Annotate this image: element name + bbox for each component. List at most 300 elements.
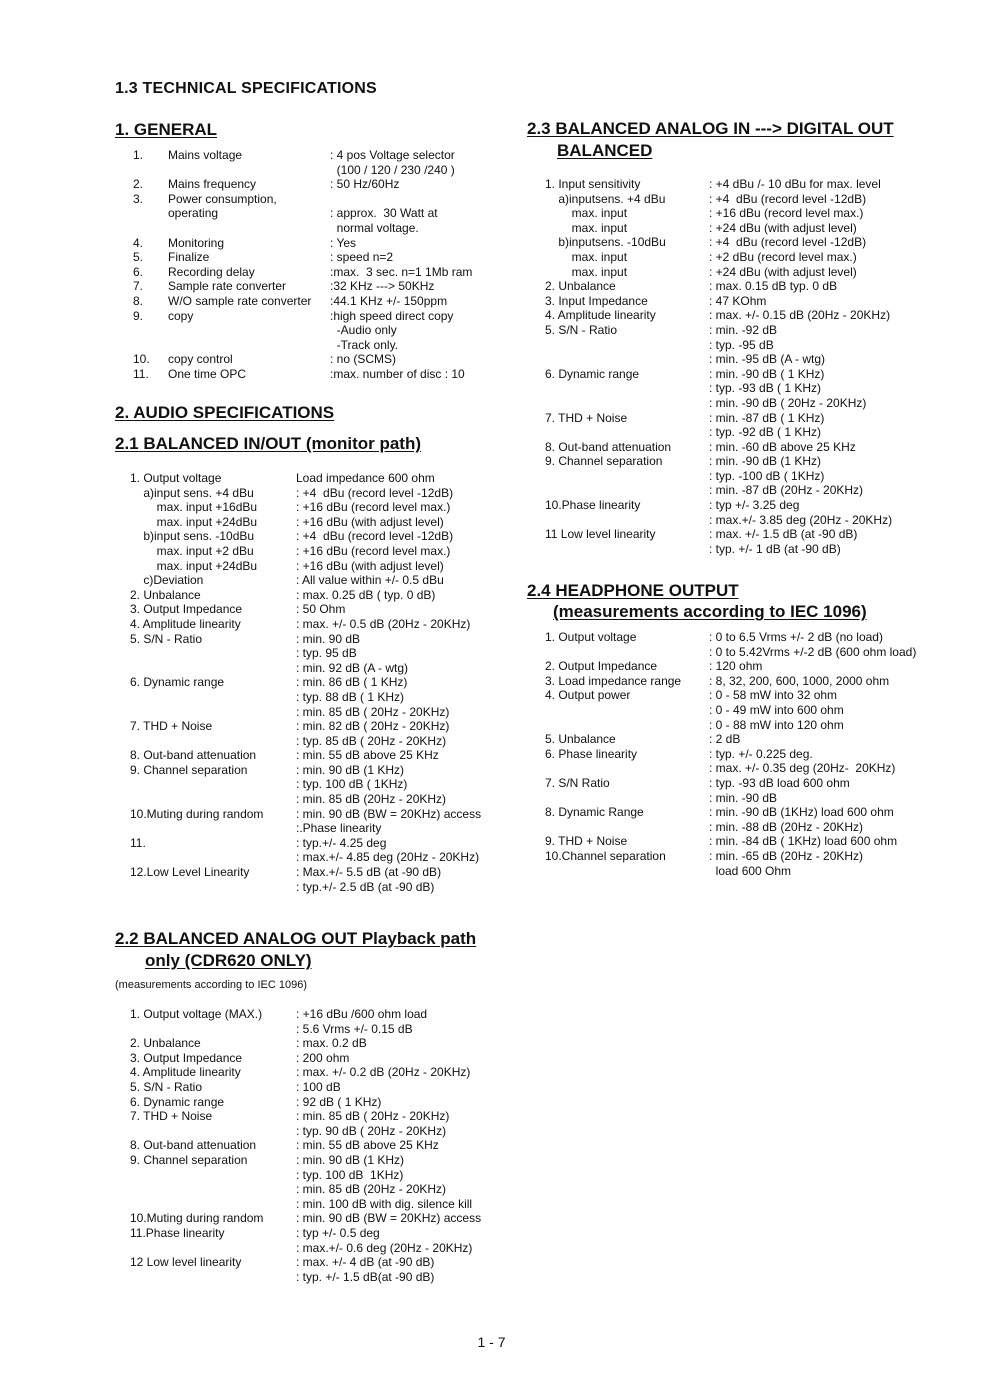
section-number: 1. bbox=[115, 120, 130, 139]
spec-row bbox=[130, 763, 481, 778]
spec-label: 2. Unbalance bbox=[130, 1036, 201, 1051]
spec-value: : +16 dBu (with adjust level) bbox=[296, 558, 444, 573]
spec-row bbox=[130, 1138, 481, 1153]
spec-row bbox=[133, 367, 472, 382]
spec-value: : 0 - 49 mW into 600 ohm bbox=[709, 702, 844, 717]
spec-value: : +4 dBu (record level -12dB) bbox=[709, 235, 867, 250]
spec-label: 5. S/N - Ratio bbox=[130, 631, 203, 646]
spec-row bbox=[133, 163, 472, 178]
spec-label: Mains frequency bbox=[168, 177, 257, 192]
spec-number: 9. bbox=[133, 308, 144, 323]
spec-value: : typ. +/- 1.5 dB(at -90 dB) bbox=[296, 1269, 435, 1284]
spec-value: : +4 dBu (record level -12dB) bbox=[296, 485, 454, 500]
spec-label bbox=[168, 221, 330, 236]
spec-row bbox=[130, 1095, 481, 1110]
spec-value: : 92 dB ( 1 KHz) bbox=[296, 1094, 382, 1109]
spec-row bbox=[130, 792, 481, 807]
spec-value: : +16 dBu (with adjust level) bbox=[296, 514, 444, 529]
spec-row bbox=[130, 559, 481, 574]
section-number: 2.1 bbox=[115, 434, 139, 453]
spec-value: : typ.+/- 4.25 deg bbox=[296, 835, 387, 850]
spec-row bbox=[545, 381, 892, 396]
spec-row bbox=[130, 821, 481, 836]
spec-label bbox=[545, 483, 709, 498]
spec-value: : +4 dBu (record level -12dB) bbox=[709, 191, 867, 206]
spec-value: : max. 0.15 dB typ. 0 dB bbox=[709, 279, 838, 294]
monitor-path-spec-list bbox=[130, 471, 481, 894]
spec-row bbox=[545, 206, 892, 221]
spec-label: 12 Low level linearity bbox=[130, 1255, 242, 1270]
spec-value: :32 KHz ---> 50KHz bbox=[330, 279, 435, 294]
section-2-3-heading bbox=[527, 119, 894, 139]
section-audio-heading bbox=[115, 403, 334, 423]
spec-label: copy bbox=[168, 308, 194, 323]
spec-row bbox=[130, 1197, 481, 1212]
spec-label bbox=[130, 690, 296, 705]
spec-row bbox=[130, 1270, 481, 1285]
spec-row bbox=[130, 705, 481, 720]
spec-value: : approx. 30 Watt at bbox=[330, 206, 438, 221]
spec-row bbox=[130, 807, 481, 822]
spec-row bbox=[545, 221, 892, 236]
section-title: BALANCED bbox=[557, 141, 653, 160]
spec-label: Sample rate converter bbox=[168, 279, 287, 294]
spec-row bbox=[133, 323, 472, 338]
spec-value: : max. +/- 0.35 deg (20Hz- 20KHz) bbox=[709, 761, 896, 776]
spec-label bbox=[130, 1270, 296, 1285]
spec-row bbox=[133, 192, 472, 207]
spec-value: Load impedance 600 ohm bbox=[296, 471, 435, 485]
spec-value: : 50 Hz/60Hz bbox=[330, 177, 400, 192]
spec-value: : min. 90 dB (BW = 20KHz) access bbox=[296, 1211, 482, 1226]
spec-row bbox=[133, 294, 472, 309]
spec-number: 11. bbox=[133, 366, 149, 381]
spec-label bbox=[130, 792, 296, 807]
spec-value: : 0 - 88 mW into 120 ohm bbox=[709, 717, 844, 732]
spec-label bbox=[545, 381, 709, 396]
spec-label: Power consumption, bbox=[168, 191, 277, 206]
spec-value: : min. -60 dB above 25 KHz bbox=[709, 439, 856, 454]
spec-value: : min. 82 dB ( 20Hz - 20KHz) bbox=[296, 719, 450, 734]
spec-label: 1. Output voltage bbox=[545, 630, 637, 644]
spec-label: 1. Output voltage (MAX.) bbox=[130, 1007, 263, 1021]
spec-row bbox=[545, 411, 892, 426]
section-2-3-heading-line2 bbox=[557, 141, 652, 161]
spec-row bbox=[545, 820, 916, 835]
spec-row bbox=[130, 850, 481, 865]
spec-label: 7. THD + Noise bbox=[130, 719, 213, 734]
spec-row bbox=[133, 148, 472, 163]
spec-label: 3. Output Impedance bbox=[130, 602, 243, 617]
spec-value: : +16 dBu (record level max.) bbox=[709, 206, 864, 221]
spec-row bbox=[545, 483, 892, 498]
spec-value: : typ. +/- 0.225 deg. bbox=[709, 746, 813, 761]
spec-number bbox=[133, 221, 168, 236]
spec-number: 8. bbox=[133, 293, 144, 308]
spec-value: : min. 90 dB bbox=[296, 631, 361, 646]
spec-value: : max.+/- 4.85 deg (20Hz - 20KHz) bbox=[296, 850, 480, 865]
spec-value: : +24 dBu (with adjust level) bbox=[709, 220, 857, 235]
analog-in-spec-list bbox=[545, 177, 892, 556]
spec-label: 1. Input sensitivity bbox=[545, 177, 641, 191]
spec-value: : min. 90 dB (1 KHz) bbox=[296, 1152, 405, 1167]
spec-row bbox=[545, 498, 892, 513]
spec-row bbox=[130, 602, 481, 617]
spec-row bbox=[545, 688, 916, 703]
spec-label: copy control bbox=[168, 352, 233, 367]
spec-row bbox=[130, 1168, 481, 1183]
spec-value: : 5.6 Vrms +/- 0.15 dB bbox=[296, 1021, 413, 1036]
spec-row bbox=[133, 265, 472, 280]
section-title: HEADPHONE OUTPUT bbox=[555, 581, 739, 600]
spec-value: : 0 to 6.5 Vrms +/- 2 dB (no load) bbox=[709, 630, 883, 644]
spec-row bbox=[545, 454, 892, 469]
measurement-note: (measurements according to IEC 1096) bbox=[115, 979, 307, 991]
spec-row bbox=[545, 235, 892, 250]
spec-value: : typ. 95 dB bbox=[296, 646, 357, 661]
spec-row bbox=[130, 675, 481, 690]
spec-label: max. input +24dBu bbox=[130, 558, 258, 573]
spec-value: : min. -95 dB (A - wtg) bbox=[709, 352, 826, 367]
spec-label: max. input bbox=[545, 220, 628, 235]
spec-label bbox=[130, 850, 296, 865]
spec-label: 11 Low level linearity bbox=[545, 527, 656, 542]
spec-value: :44.1 KHz +/- 150ppm bbox=[330, 293, 448, 308]
spec-value: : min. -90 dB (1KHz) load 600 ohm bbox=[709, 805, 894, 820]
spec-label bbox=[130, 1022, 296, 1037]
spec-row bbox=[130, 880, 481, 895]
spec-row bbox=[130, 1255, 481, 1270]
spec-row bbox=[545, 323, 892, 338]
spec-label bbox=[545, 542, 709, 557]
spec-value: : 120 ohm bbox=[709, 659, 763, 674]
spec-number bbox=[133, 323, 168, 338]
spec-row bbox=[545, 864, 916, 879]
spec-row bbox=[545, 338, 892, 353]
spec-value: : min. -90 dB ( 1 KHz) bbox=[709, 366, 825, 381]
spec-label: 4. Amplitude linearity bbox=[545, 308, 656, 323]
spec-value: : min. -92 dB bbox=[709, 322, 778, 337]
page-number: 1 - 7 bbox=[477, 1334, 506, 1350]
spec-label: b)input sens. -10dBu bbox=[130, 529, 255, 544]
spec-value: (100 / 120 / 230 /240 ) bbox=[330, 162, 455, 177]
spec-row bbox=[545, 352, 892, 367]
spec-value: : min. 86 dB ( 1 KHz) bbox=[296, 675, 408, 690]
spec-row bbox=[130, 1051, 481, 1066]
section-title: AUDIO SPECIFICATIONS bbox=[133, 403, 335, 422]
spec-value: : min. -90 dB ( 20Hz - 20KHz) bbox=[709, 395, 867, 410]
spec-value: : Max.+/- 5.5 dB (at -90 dB) bbox=[296, 865, 442, 880]
spec-label: a)input sens. +4 dBu bbox=[130, 485, 254, 500]
spec-row bbox=[133, 309, 472, 324]
section-2-4-heading bbox=[527, 581, 739, 601]
spec-value: : max.+/- 0.6 deg (20Hz - 20KHz) bbox=[296, 1240, 473, 1255]
spec-row bbox=[130, 865, 481, 880]
spec-value: : typ. -93 dB ( 1 KHz) bbox=[709, 381, 822, 396]
spec-value: : min. 55 dB above 25 KHz bbox=[296, 748, 439, 763]
spec-value: : +2 dBu (record level max.) bbox=[709, 249, 857, 264]
spec-value: : 4 pos Voltage selector bbox=[330, 148, 455, 162]
spec-label bbox=[130, 777, 296, 792]
spec-label bbox=[168, 163, 330, 178]
spec-value: : min. 85 dB ( 20Hz - 20KHz) bbox=[296, 704, 450, 719]
spec-value: : typ. 100 dB ( 1KHz) bbox=[296, 777, 408, 792]
spec-label: Finalize bbox=[168, 250, 210, 265]
spec-number: 10. bbox=[133, 352, 150, 367]
spec-value: :max. 3 sec. n=1 1Mb ram bbox=[330, 264, 473, 279]
spec-row bbox=[545, 265, 892, 280]
spec-row bbox=[130, 1036, 481, 1051]
spec-value: : min. 85 dB (20Hz - 20KHz) bbox=[296, 1182, 447, 1197]
spec-label bbox=[545, 396, 709, 411]
spec-value: : no (SCMS) bbox=[330, 352, 397, 367]
spec-value: : min. -84 dB ( 1KHz) load 600 ohm bbox=[709, 834, 898, 849]
spec-value: : min. 90 dB (BW = 20KHz) access bbox=[296, 806, 482, 821]
spec-row bbox=[133, 206, 472, 221]
spec-row bbox=[545, 834, 916, 849]
spec-label bbox=[545, 820, 709, 835]
spec-label bbox=[545, 645, 709, 660]
section-general-heading bbox=[115, 120, 217, 140]
spec-row bbox=[545, 791, 916, 806]
spec-label bbox=[130, 1197, 296, 1212]
spec-label: 6. Dynamic range bbox=[545, 366, 640, 381]
spec-value: : 100 dB bbox=[296, 1079, 341, 1094]
spec-label bbox=[130, 821, 296, 836]
spec-row bbox=[130, 748, 481, 763]
spec-value: : max. +/- 0.15 dB (20Hz - 20KHz) bbox=[709, 308, 891, 323]
spec-row bbox=[545, 469, 892, 484]
spec-label: 2. Output Impedance bbox=[545, 659, 658, 674]
spec-value: : +16 dBu (record level max.) bbox=[296, 500, 451, 515]
spec-label: 2. Unbalance bbox=[545, 279, 616, 294]
spec-label: W/O sample rate converter bbox=[168, 293, 312, 308]
spec-label: Mains voltage bbox=[168, 148, 243, 162]
spec-value: : +24 dBu (with adjust level) bbox=[709, 264, 857, 279]
spec-value: : typ. -92 dB ( 1 KHz) bbox=[709, 425, 822, 440]
spec-value: -Track only. bbox=[330, 337, 399, 352]
spec-value: : All value within +/- 0.5 dBu bbox=[296, 573, 444, 588]
spec-row bbox=[133, 338, 472, 353]
spec-label: b)inputsens. -10dBu bbox=[545, 235, 666, 250]
spec-row bbox=[545, 718, 916, 733]
spec-row bbox=[130, 529, 481, 544]
section-number: 2. bbox=[115, 403, 130, 422]
spec-number: 7. bbox=[133, 279, 144, 294]
section-title-underlined: only bbox=[145, 951, 180, 970]
spec-label: 4. Amplitude linearity bbox=[130, 616, 241, 631]
spec-label bbox=[130, 705, 296, 720]
spec-label bbox=[545, 718, 709, 733]
spec-label: 10.Channel separation bbox=[545, 848, 666, 863]
spec-row bbox=[545, 732, 916, 747]
spec-label: 12.Low Level Linearity bbox=[130, 865, 250, 880]
spec-row bbox=[130, 836, 481, 851]
spec-row bbox=[130, 719, 481, 734]
spec-row bbox=[545, 659, 916, 674]
spec-row bbox=[130, 734, 481, 749]
spec-number: 4. bbox=[133, 235, 144, 250]
spec-row bbox=[545, 513, 892, 528]
spec-row bbox=[130, 1211, 481, 1226]
spec-label: max. input bbox=[545, 206, 628, 221]
spec-row bbox=[545, 367, 892, 382]
spec-number: 5. bbox=[133, 250, 144, 265]
spec-label: c)Deviation bbox=[130, 573, 204, 588]
page-title: 1.3 TECHNICAL SPECIFICATIONS bbox=[115, 80, 377, 97]
spec-label bbox=[130, 646, 296, 661]
spec-row bbox=[130, 1022, 481, 1037]
spec-value: : typ.+/- 2.5 dB (at -90 dB) bbox=[296, 879, 435, 894]
spec-value: : +16 dBu /600 ohm load bbox=[296, 1007, 428, 1021]
section-title: BALANCED ANALOG IN ---> DIGITAL OUT bbox=[555, 119, 894, 138]
spec-value: : typ +/- 3.25 deg bbox=[709, 498, 800, 513]
spec-label: 2. Unbalance bbox=[130, 587, 201, 602]
spec-label: 5. S/N - Ratio bbox=[130, 1079, 203, 1094]
section-number: 2.2 bbox=[115, 929, 139, 948]
spec-row bbox=[130, 588, 481, 603]
spec-row bbox=[130, 1080, 481, 1095]
spec-label: 3. Input Impedance bbox=[545, 293, 648, 308]
spec-label: 6. Phase linearity bbox=[545, 746, 638, 761]
spec-value: : min. -65 dB (20Hz - 20KHz) bbox=[709, 848, 864, 863]
section-2-2-heading bbox=[115, 929, 476, 949]
spec-value: : 50 Ohm bbox=[296, 602, 346, 617]
spec-row bbox=[545, 761, 916, 776]
spec-row bbox=[130, 1007, 481, 1022]
spec-value: : +4 dBu (record level -12dB) bbox=[296, 529, 454, 544]
spec-value: : typ. -93 dB load 600 ohm bbox=[709, 775, 850, 790]
spec-value: : min. 85 dB ( 20Hz - 20KHz) bbox=[296, 1109, 450, 1124]
spec-label: max. input +24dBu bbox=[130, 514, 258, 529]
spec-label: 4. Amplitude linearity bbox=[130, 1065, 241, 1080]
spec-value: : 0 - 58 mW into 32 ohm bbox=[709, 688, 838, 703]
spec-label: 11. bbox=[130, 835, 146, 850]
section-number: 2.4 bbox=[527, 581, 551, 600]
spec-row bbox=[545, 747, 916, 762]
spec-row bbox=[130, 632, 481, 647]
spec-row bbox=[130, 1153, 481, 1168]
spec-number: 1. bbox=[133, 148, 144, 162]
spec-value: -Audio only bbox=[330, 323, 397, 338]
spec-label: Recording delay bbox=[168, 264, 255, 279]
section-title: GENERAL bbox=[133, 120, 218, 139]
spec-value: : min. -90 dB bbox=[709, 790, 778, 805]
spec-value: : min. 100 dB with dig. silence kill bbox=[296, 1196, 473, 1211]
spec-label bbox=[130, 1168, 296, 1183]
spec-row bbox=[130, 573, 481, 588]
spec-row bbox=[130, 1241, 481, 1256]
spec-row bbox=[130, 1226, 481, 1241]
spec-row bbox=[130, 661, 481, 676]
spec-number bbox=[133, 206, 168, 221]
general-spec-list bbox=[133, 148, 472, 382]
spec-row bbox=[130, 544, 481, 559]
section-title-rest: (CDR620 ONLY) bbox=[179, 951, 312, 970]
spec-value: : min. -87 dB (20Hz - 20KHz) bbox=[709, 483, 864, 498]
spec-label: max. input bbox=[545, 249, 628, 264]
spec-label: 7. THD + Noise bbox=[545, 410, 628, 425]
section-2-2-heading-line2 bbox=[145, 951, 312, 971]
spec-row bbox=[545, 674, 916, 689]
spec-label bbox=[168, 338, 330, 353]
spec-label bbox=[130, 880, 296, 895]
spec-value: :high speed direct copy bbox=[330, 308, 454, 323]
spec-label: 4. Output power bbox=[545, 688, 631, 703]
spec-value: : +16 dBu (record level max.) bbox=[296, 543, 451, 558]
spec-label: max. input +16dBu bbox=[130, 500, 258, 515]
spec-label: 10.Muting during random bbox=[130, 806, 264, 821]
spec-value: : max. 0.25 dB ( typ. 0 dB) bbox=[296, 587, 436, 602]
spec-row bbox=[133, 250, 472, 265]
spec-row bbox=[130, 617, 481, 632]
spec-row bbox=[545, 776, 916, 791]
spec-label bbox=[168, 323, 330, 338]
spec-label: 6. Dynamic range bbox=[130, 1094, 225, 1109]
spec-number: 3. bbox=[133, 191, 144, 206]
spec-label: max. input bbox=[545, 264, 628, 279]
spec-value: : max.+/- 3.85 deg (20Hz - 20KHz) bbox=[709, 512, 893, 527]
spec-row bbox=[130, 1065, 481, 1080]
spec-label: 9. Channel separation bbox=[130, 762, 248, 777]
spec-row bbox=[133, 352, 472, 367]
spec-label bbox=[130, 1241, 296, 1256]
playback-path-spec-list bbox=[130, 1007, 481, 1284]
spec-label: 8. Out-band attenuation bbox=[130, 748, 257, 763]
spec-row bbox=[545, 250, 892, 265]
spec-row bbox=[133, 177, 472, 192]
spec-label bbox=[545, 338, 709, 353]
spec-value: : min. -87 dB ( 1 KHz) bbox=[709, 410, 825, 425]
spec-row bbox=[130, 486, 481, 501]
spec-row bbox=[545, 527, 892, 542]
spec-label: 8. Out-band attenuation bbox=[545, 439, 672, 454]
spec-row bbox=[133, 221, 472, 236]
spec-label: 7. THD + Noise bbox=[130, 1109, 213, 1124]
spec-row bbox=[130, 515, 481, 530]
spec-label: 3. Load impedance range bbox=[545, 673, 682, 688]
spec-label bbox=[545, 791, 709, 806]
spec-row bbox=[130, 471, 481, 486]
spec-row bbox=[130, 690, 481, 705]
spec-value: : +4 dBu /- 10 dBu for max. level bbox=[709, 177, 881, 191]
spec-value: : min. 85 dB (20Hz - 20KHz) bbox=[296, 792, 447, 807]
spec-label: One time OPC bbox=[168, 366, 247, 381]
spec-label: 1. Output voltage bbox=[130, 471, 222, 485]
spec-value: : speed n=2 bbox=[330, 250, 394, 265]
spec-label: 11.Phase linearity bbox=[130, 1225, 225, 1240]
spec-label bbox=[545, 469, 709, 484]
spec-label: operating bbox=[168, 206, 219, 221]
spec-label bbox=[545, 352, 709, 367]
spec-row bbox=[545, 849, 916, 864]
spec-label bbox=[130, 1182, 296, 1197]
spec-row bbox=[133, 236, 472, 251]
spec-value: : max. +/- 0.2 dB (20Hz - 20KHz) bbox=[296, 1065, 471, 1080]
spec-label bbox=[545, 425, 709, 440]
spec-label: 8. Out-band attenuation bbox=[130, 1138, 257, 1153]
spec-label bbox=[545, 703, 709, 718]
spec-label bbox=[130, 734, 296, 749]
spec-value: : typ. 88 dB ( 1 KHz) bbox=[296, 689, 405, 704]
spec-label bbox=[545, 761, 709, 776]
spec-number bbox=[133, 338, 168, 353]
spec-value: : min. -88 dB (20Hz - 20KHz) bbox=[709, 819, 864, 834]
spec-value: : typ. 85 dB ( 20Hz - 20KHz) bbox=[296, 733, 447, 748]
spec-label bbox=[130, 1124, 296, 1139]
spec-value: : 8, 32, 200, 600, 1000, 2000 ohm bbox=[709, 673, 890, 688]
spec-value: : min. 55 dB above 25 KHz bbox=[296, 1138, 439, 1153]
